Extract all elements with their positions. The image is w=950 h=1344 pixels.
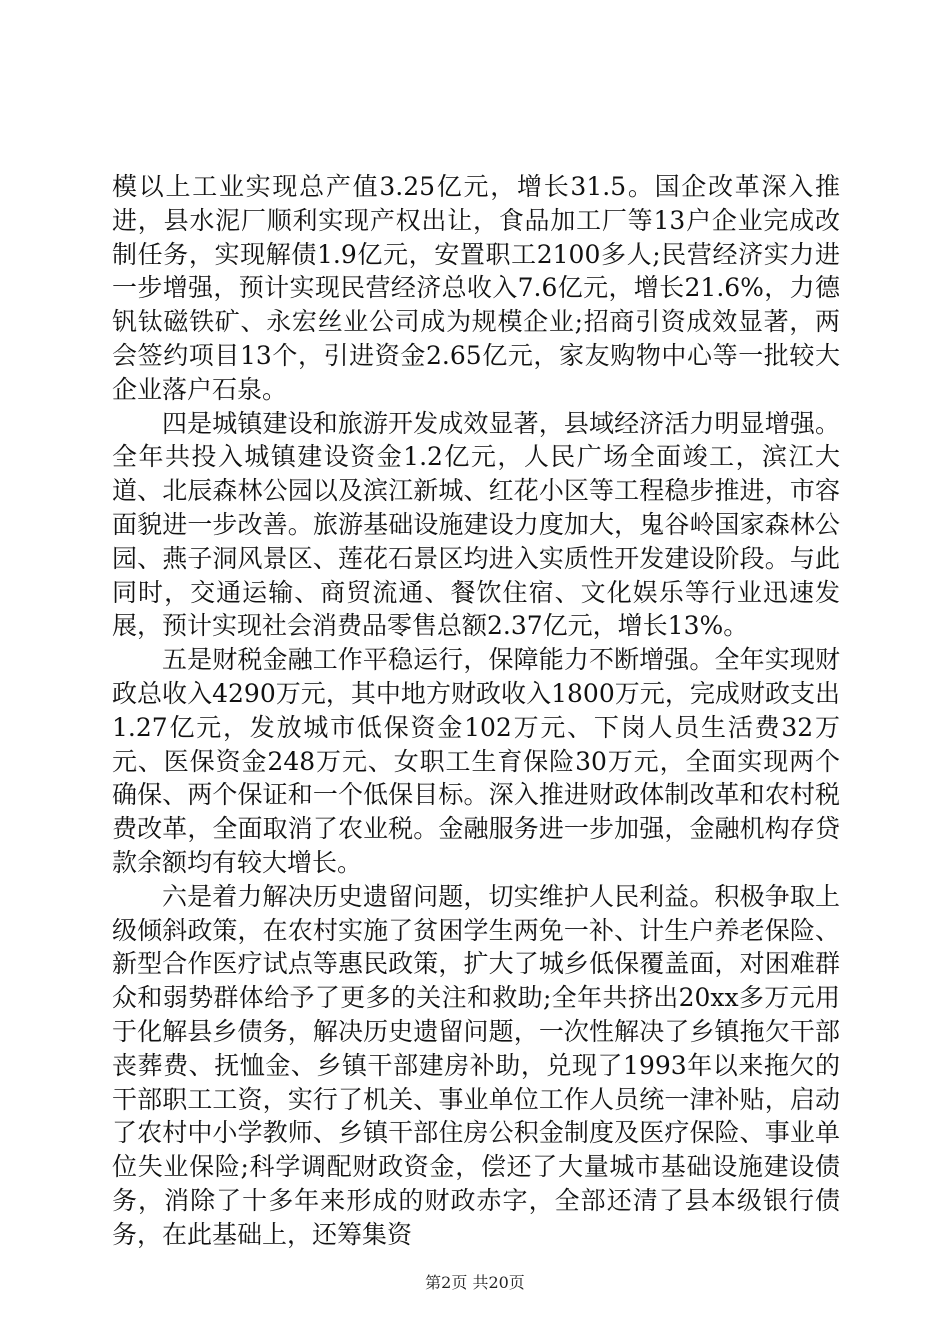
paragraph-4: 六是着力解决历史遗留问题，切实维护人民利益。积极争取上级倾斜政策，在农村实施了贫困学生两免一补、计生户养老保险、新型合作医疗试点等惠民政策，扩大了城乡低保覆盖面，对困难群众和弱势群体给予了更多的关注和救助;全年共挤出20xx多万元用于化解县乡债务，解决历史遗留问题，一次性解决了乡镇拖欠干部丧葬费、抚恤金、乡镇干部建房补助，兑现了1993年以来拖欠的干部职工工资，实行了机关、事业单位工作人员统一津补贴，启动了农村中小学教师、乡镇干部住房公积金制度及医疗保险、事业单位失业保险;科学调配财政资金，偿还了大量城市基础设施建设债务，消除了十多年来形成的财政赤字，全部还清了县本级银行债务，在此基础上，还筹集资 <box>112 881 840 1249</box>
document-body <box>112 170 840 1252</box>
paragraph-3: 五是财税金融工作平稳运行，保障能力不断增强。全年实现财政总收入4290万元，其中地方财政收入1800万元，完成财政支出1.27亿元，发放城市低保资金102万元、下岗人员生活费32万元、医保资金248万元、女职工生育保险30万元，全面实现两个确保、两个保证和一个低保目标。深入推进财政体制改革和农村税费改革，全面取消了农业税。金融服务进一步加强，金融机构存贷款余额均有较大增长。 <box>112 645 840 877</box>
page-number-footer: 第2页 共20页 <box>425 1273 525 1292</box>
paragraph-1: 模以上工业实现总产值3.25亿元，增长31.5。国企改革深入推进，县水泥厂顺利实现产权出让，食品加工厂等13户企业完成改制任务，实现解债1.9亿元，安置职工2100多人;民营经济实力进一步增强，预计实现民营经济总收入7.6亿元，增长21.6%，力德钒钛磁铁矿、永宏丝业公司成为规模企业;招商引资成效显著，两会签约项目13个，引进资金2.65亿元，家友购物中心等一批较大企业落户石泉。 <box>112 172 840 404</box>
paragraph-2: 四是城镇建设和旅游开发成效显著，县域经济活力明显增强。全年共投入城镇建设资金1.2亿元，人民广场全面竣工，滨江大道、北辰森林公园以及滨江新城、红花小区等工程稳步推进，市容面貌进一步改善。旅游基础设施建设力度加大，鬼谷岭国家森林公园、燕子洞风景区、莲花石景区均进入实质性开发建设阶段。与此同时，交通运输、商贸流通、餐饮住宿、文化娱乐等行业迅速发展，预计实现社会消费品零售总额2.37亿元，增长13%。 <box>112 408 840 641</box>
